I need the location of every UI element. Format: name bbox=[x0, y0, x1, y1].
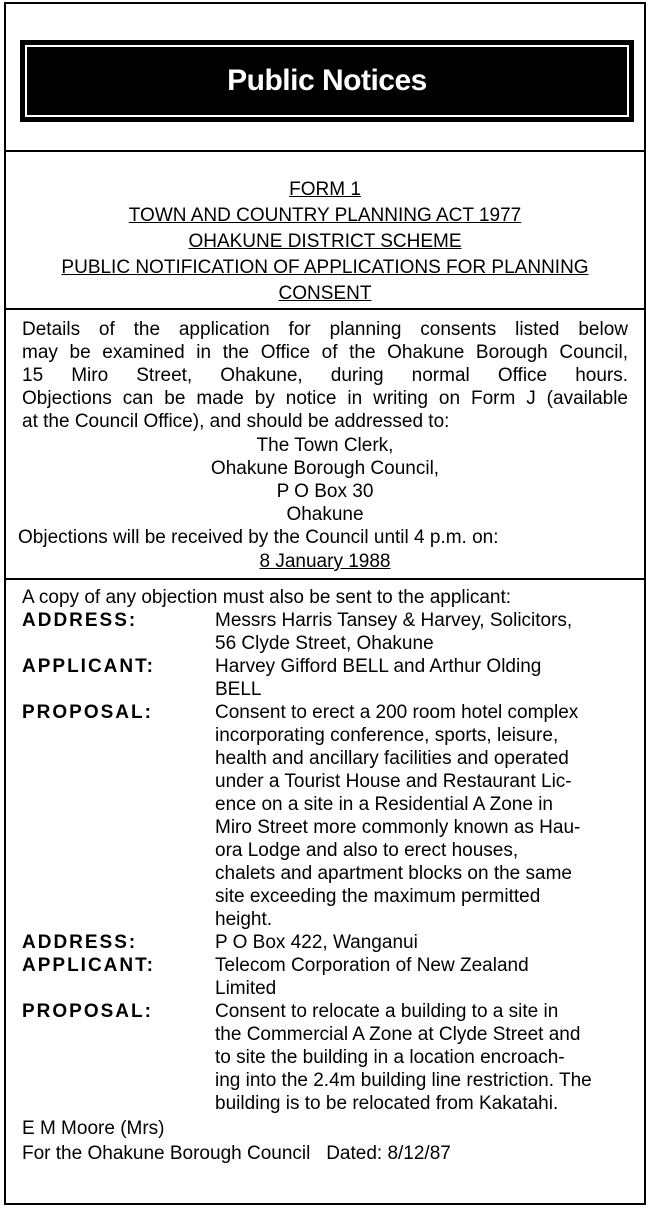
dated-text: Dated: 8/12/87 bbox=[326, 1143, 451, 1164]
header-banner-inner-border bbox=[25, 45, 629, 117]
copy-note: A copy of any objection must also be sent to the applicant: bbox=[22, 587, 512, 608]
proposal-line: site exceeding the maximum permitted bbox=[215, 886, 541, 907]
address-label: ADDRESS: bbox=[22, 610, 138, 631]
applicant-value bbox=[215, 954, 639, 1000]
proposal-line: building is to be relocated from Kakatahi. bbox=[215, 1093, 559, 1114]
deadline-text: Objections will be received by the Council until 4 p.m. on: bbox=[18, 527, 499, 548]
intro-line: Objections can be made by notice in writing on Form J (available bbox=[22, 388, 628, 409]
proposal-label: PROPOSAL: bbox=[22, 702, 153, 723]
divider-heading bbox=[4, 308, 646, 310]
intro-line: at the Council Office), and should be addressed to: bbox=[22, 411, 450, 432]
deadline-date: 8 January 1988 bbox=[259, 551, 391, 572]
proposal-line: Consent to relocate a building to a site in bbox=[215, 1001, 559, 1022]
proposal-line: the Commercial A Zone at Clyde Street and bbox=[215, 1024, 581, 1045]
page-title: Public Notices bbox=[227, 64, 427, 97]
proposal-line: height. bbox=[215, 909, 273, 930]
proposal-line: under a Tourist House and Restaurant Lic- bbox=[215, 771, 572, 792]
intro-line: may be examined in the Office of the Ohakune Borough Council, bbox=[22, 342, 628, 363]
applicant-line: Harvey Gifford BELL and Arthur Olding bbox=[215, 656, 542, 677]
applicant-line: Limited bbox=[215, 978, 277, 999]
applicant-label: APPLICANT: bbox=[22, 955, 155, 976]
proposal-label: PROPOSAL: bbox=[22, 1001, 153, 1022]
addressee-line: The Town Clerk, bbox=[256, 435, 394, 456]
intro-line: 15 Miro Street, Ohakune, during normal Office hours. bbox=[22, 365, 628, 386]
heading-consent: CONSENT bbox=[278, 283, 372, 304]
signatory-council bbox=[22, 1142, 451, 1165]
proposal-line: ora Lodge and also to erect houses, bbox=[215, 840, 519, 861]
heading-scheme: OHAKUNE DISTRICT SCHEME bbox=[188, 231, 462, 252]
proposal-line: incorporating conference, sports, leisure, bbox=[215, 725, 559, 746]
intro-line: Details of the application for planning consents listed below bbox=[22, 319, 628, 340]
applicant-line: BELL bbox=[215, 679, 262, 700]
signatory-name: E M Moore (Mrs) bbox=[22, 1118, 165, 1139]
proposal-line: Miro Street more commonly known as Hau- bbox=[215, 817, 581, 838]
heading-act: TOWN AND COUNTRY PLANNING ACT 1977 bbox=[128, 205, 522, 226]
council-text: For the Ohakune Borough Council bbox=[22, 1143, 311, 1164]
proposal-line: ing into the 2.4m building line restriction. The bbox=[215, 1070, 592, 1091]
proposal-value bbox=[215, 701, 639, 931]
proposal-line: Consent to erect a 200 room hotel complex bbox=[215, 702, 579, 723]
address-line: P O Box 422, Wanganui bbox=[215, 932, 418, 953]
proposal-line: health and ancillary facilities and operated bbox=[215, 748, 569, 769]
addressee-line: Ohakune bbox=[286, 504, 364, 525]
addressee-line: P O Box 30 bbox=[276, 481, 374, 502]
applicant-value bbox=[215, 655, 639, 701]
divider-top bbox=[4, 150, 646, 152]
proposal-line: to site the building in a location encroach- bbox=[215, 1047, 565, 1068]
address-label: ADDRESS: bbox=[22, 932, 138, 953]
heading-notification: PUBLIC NOTIFICATION OF APPLICATIONS FOR PLANNING bbox=[61, 257, 589, 278]
addressee-line: Ohakune Borough Council, bbox=[210, 458, 440, 479]
applicant-line: Telecom Corporation of New Zealand bbox=[215, 955, 529, 976]
address-value bbox=[215, 931, 639, 954]
heading-form: FORM 1 bbox=[289, 179, 361, 200]
address-line: Messrs Harris Tansey & Harvey, Solicitors, bbox=[215, 610, 573, 631]
header-banner bbox=[20, 40, 634, 122]
proposal-line: chalets and apartment blocks on the same bbox=[215, 863, 572, 884]
divider-applications bbox=[4, 578, 646, 580]
proposal-line: ence on a site in a Residential A Zone in bbox=[215, 794, 554, 815]
address-value bbox=[215, 609, 639, 655]
address-line: 56 Clyde Street, Ohakune bbox=[215, 633, 434, 654]
applicant-label: APPLICANT: bbox=[22, 656, 155, 677]
proposal-value bbox=[215, 1000, 639, 1115]
